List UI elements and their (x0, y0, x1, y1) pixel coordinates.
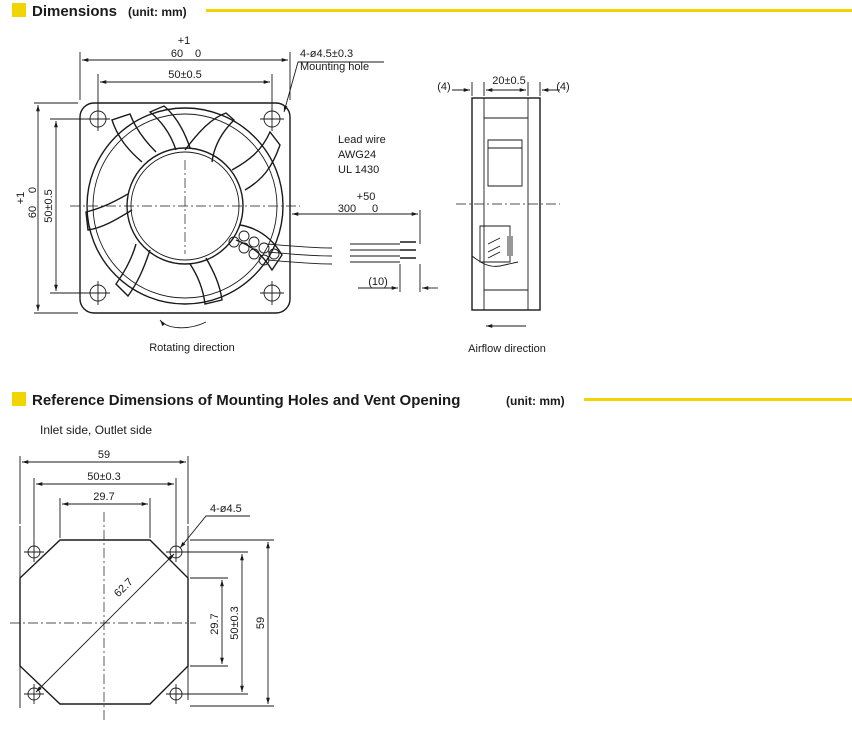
mounting-hole-spec: 4-ø4.5±0.3 (300, 48, 354, 60)
ref-vent-h: 29.7 (209, 613, 221, 635)
lead-wire-line3: UL 1430 (338, 164, 380, 176)
dim-height-tol-upper: +1 (15, 191, 27, 205)
section2-subtitle: Inlet side, Outlet side (40, 423, 153, 437)
rotating-direction-label: Rotating direction (149, 342, 235, 354)
side-right-gap: (4) (556, 81, 570, 93)
dim-width-tol-lower: 0 (194, 48, 202, 60)
ref-overall-w: 59 (97, 449, 111, 461)
reference-view (10, 512, 196, 720)
ref-hole-spec: 4-ø4.5 (210, 503, 242, 515)
lead-wire-line2: AWG24 (338, 149, 377, 161)
dim-hole-pitch-h: 50±0.5 (168, 69, 202, 81)
dim-width-main: 60 (170, 48, 184, 60)
strip-length: (10) (368, 276, 388, 288)
section1-title: Dimensions (32, 3, 118, 20)
section2-title: Reference Dimensions of Mounting Holes and Vent Opening (32, 392, 461, 409)
rotating-arrow (160, 320, 206, 328)
section1-unit: (unit: mm) (128, 5, 187, 19)
ref-diagonal: 62.7 (112, 576, 136, 600)
fan-side-view (456, 98, 560, 326)
mounting-hole-label: Mounting hole (300, 61, 370, 73)
section2-rule (584, 398, 852, 401)
ref-overall-h: 59 (255, 616, 267, 630)
section1-marker-square (12, 3, 26, 17)
wire-len-main: 300 (337, 203, 357, 215)
section1-header (12, 3, 852, 20)
section2-marker-square (12, 392, 26, 406)
ref-pitch-h: 50±0.3 (229, 606, 241, 640)
side-depth: 20±0.5 (492, 75, 526, 87)
side-wire-exit (480, 226, 510, 262)
airflow-direction-label: Airflow direction (468, 343, 546, 355)
section2-header (12, 392, 852, 437)
wire-len-tol-upper: +50 (356, 191, 376, 203)
side-dimensions (437, 75, 569, 355)
ref-pitch-w: 50±0.3 (87, 471, 121, 483)
ref-vent-w: 29.7 (93, 491, 115, 503)
front-dimensions (15, 35, 438, 354)
section2-unit: (unit: mm) (506, 394, 565, 408)
dim-height-tol-lower: 0 (27, 186, 39, 194)
side-left-gap: (4) (437, 81, 451, 93)
lead-wire-line1: Lead wire (338, 134, 386, 146)
wire-len-tol-lower: 0 (371, 203, 379, 215)
dim-hole-pitch-v: 50±0.5 (43, 189, 55, 223)
dim-height-main: 60 (27, 205, 39, 219)
side-hub-block (488, 140, 522, 186)
dim-width-tol-upper: +1 (177, 35, 191, 47)
section1-rule (206, 9, 852, 12)
reference-dimensions (20, 449, 274, 706)
